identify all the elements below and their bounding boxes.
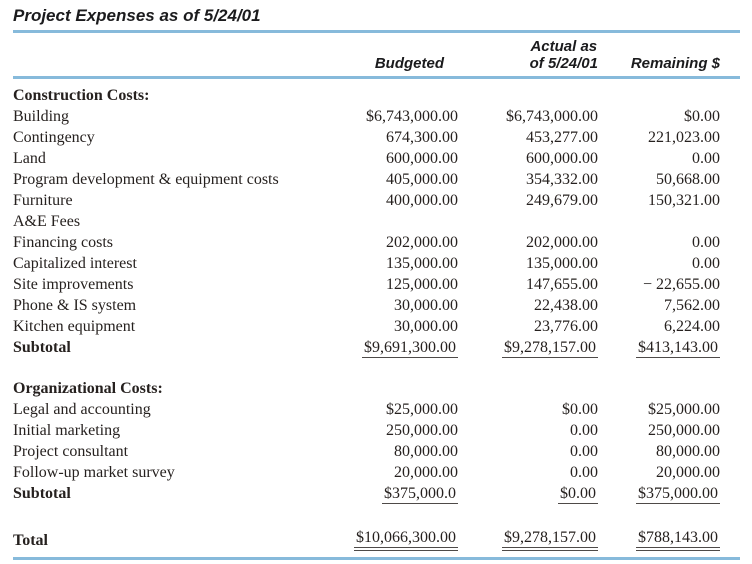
column-header-table — [13, 38, 720, 76]
actual-value: 23,776.00 — [534, 318, 598, 335]
remaining-value: 250,000.00 — [648, 422, 721, 439]
expense-row — [13, 462, 720, 483]
budgeted-value: 405,000.00 — [386, 171, 458, 188]
expense-row — [13, 399, 720, 420]
section-header-row — [13, 378, 720, 399]
expense-row — [13, 441, 720, 462]
total-row — [13, 524, 720, 551]
actual-value: 202,000.00 — [526, 234, 598, 251]
actual-value: 0.00 — [570, 464, 598, 481]
expense-row — [13, 420, 720, 441]
remaining-value: 7,562.00 — [664, 297, 721, 314]
budgeted-value: $25,000.00 — [386, 401, 458, 418]
subtotal-remaining-value: $375,000.00 — [638, 485, 719, 502]
total-remaining-value: $788,143.00 — [636, 529, 720, 551]
bottom-rule — [13, 557, 740, 560]
label-column-header — [13, 38, 345, 76]
actual-value: 0.00 — [570, 443, 598, 460]
remaining-value: $25,000.00 — [648, 401, 721, 418]
row-label: Program development & equipment costs — [13, 171, 279, 188]
subtotal-remaining-value: $413,143.00 — [638, 339, 719, 356]
remaining-value: 0.00 — [692, 255, 721, 272]
actual-value: 600,000.00 — [526, 150, 598, 167]
budgeted-value: $6,743,000.00 — [366, 108, 458, 125]
budgeted-value: 250,000.00 — [386, 422, 458, 439]
row-label: Financing costs — [13, 234, 113, 251]
actual-value: 249,679.00 — [526, 192, 598, 209]
row-label: A&E Fees — [13, 213, 81, 230]
row-label: Legal and accounting — [13, 401, 151, 418]
row-label: Project consultant — [13, 443, 129, 460]
spacer-row — [13, 358, 720, 378]
expense-table — [13, 85, 720, 551]
expense-row — [13, 274, 720, 295]
remaining-value: 6,224.00 — [664, 318, 721, 335]
actual-value: $6,743,000.00 — [506, 108, 598, 125]
row-label: Capitalized interest — [13, 255, 137, 272]
subtotal-label: Subtotal — [13, 485, 71, 502]
row-label: Site improvements — [13, 276, 134, 293]
actual-value: $0.00 — [562, 401, 598, 418]
row-label: Kitchen equipment — [13, 318, 136, 335]
total-label: Total — [13, 532, 48, 549]
actual-value: 354,332.00 — [526, 171, 598, 188]
subtotal-row — [13, 337, 720, 358]
expense-row — [13, 169, 720, 190]
col-header-actual-line1: Actual as — [530, 38, 598, 55]
col-header-actual — [530, 38, 598, 72]
subtotal-row — [13, 483, 720, 504]
expense-row — [13, 253, 720, 274]
col-header-actual-line2: of 5/24/01 — [529, 55, 598, 72]
expense-row — [13, 190, 720, 211]
spacer-row — [13, 504, 720, 524]
expense-row — [13, 232, 720, 253]
actual-value: 22,438.00 — [534, 297, 598, 314]
remaining-value: − 22,655.00 — [642, 276, 721, 293]
remaining-value: 221,023.00 — [648, 129, 721, 146]
actual-value: 453,277.00 — [526, 129, 598, 146]
subtotal-budgeted-value: $375,000.0 — [384, 485, 456, 502]
row-label: Building — [13, 108, 70, 125]
remaining-value: 80,000.00 — [656, 443, 721, 460]
budgeted-value: 30,000.00 — [394, 297, 458, 314]
budgeted-value: 202,000.00 — [386, 234, 458, 251]
expense-row — [13, 295, 720, 316]
expense-row — [13, 316, 720, 337]
remaining-value: 150,321.00 — [648, 192, 721, 209]
column-header-row — [13, 38, 720, 76]
subtotal-actual-value: $9,278,157.00 — [504, 339, 596, 356]
budgeted-value: 125,000.00 — [386, 276, 458, 293]
section-header: Construction Costs: — [13, 87, 150, 104]
section-header: Organizational Costs: — [13, 380, 163, 397]
budgeted-value: 20,000.00 — [394, 464, 458, 481]
subtotal-label: Subtotal — [13, 339, 71, 356]
subtotal-actual-value: $0.00 — [560, 485, 596, 502]
expense-table-body — [13, 85, 720, 551]
total-budgeted-value: $10,066,300.00 — [354, 529, 458, 551]
row-label: Contingency — [13, 129, 95, 146]
subtotal-budgeted-value: $9,691,300.00 — [364, 339, 456, 356]
row-label: Land — [13, 150, 46, 167]
remaining-value: $0.00 — [684, 108, 721, 125]
expense-row — [13, 106, 720, 127]
col-header-remaining: Remaining $ — [630, 55, 720, 72]
row-label: Initial marketing — [13, 422, 121, 439]
col-header-budgeted: Budgeted — [374, 55, 444, 72]
row-label: Phone & IS system — [13, 297, 137, 314]
row-label: Follow-up market survey — [13, 464, 175, 481]
remaining-value: 0.00 — [692, 150, 721, 167]
budgeted-value: 80,000.00 — [394, 443, 458, 460]
budgeted-value: 30,000.00 — [394, 318, 458, 335]
expense-row — [13, 211, 720, 232]
section-header-row — [13, 85, 720, 106]
remaining-value: 0.00 — [692, 234, 721, 251]
page-title: Project Expenses as of 5/24/01 — [13, 6, 261, 25]
budgeted-value: 400,000.00 — [386, 192, 458, 209]
expense-row — [13, 127, 720, 148]
actual-value: 147,655.00 — [526, 276, 598, 293]
budgeted-value: 674,300.00 — [386, 129, 458, 146]
remaining-value: 20,000.00 — [656, 464, 721, 481]
total-actual-value: $9,278,157.00 — [502, 529, 598, 551]
remaining-value: 50,668.00 — [656, 171, 721, 188]
title-rule — [13, 30, 740, 33]
budgeted-value: 600,000.00 — [386, 150, 458, 167]
budgeted-value: 135,000.00 — [386, 255, 458, 272]
actual-value: 0.00 — [570, 422, 598, 439]
actual-value: 135,000.00 — [526, 255, 598, 272]
row-label: Furniture — [13, 192, 73, 209]
expense-row — [13, 148, 720, 169]
header-rule — [13, 76, 740, 79]
